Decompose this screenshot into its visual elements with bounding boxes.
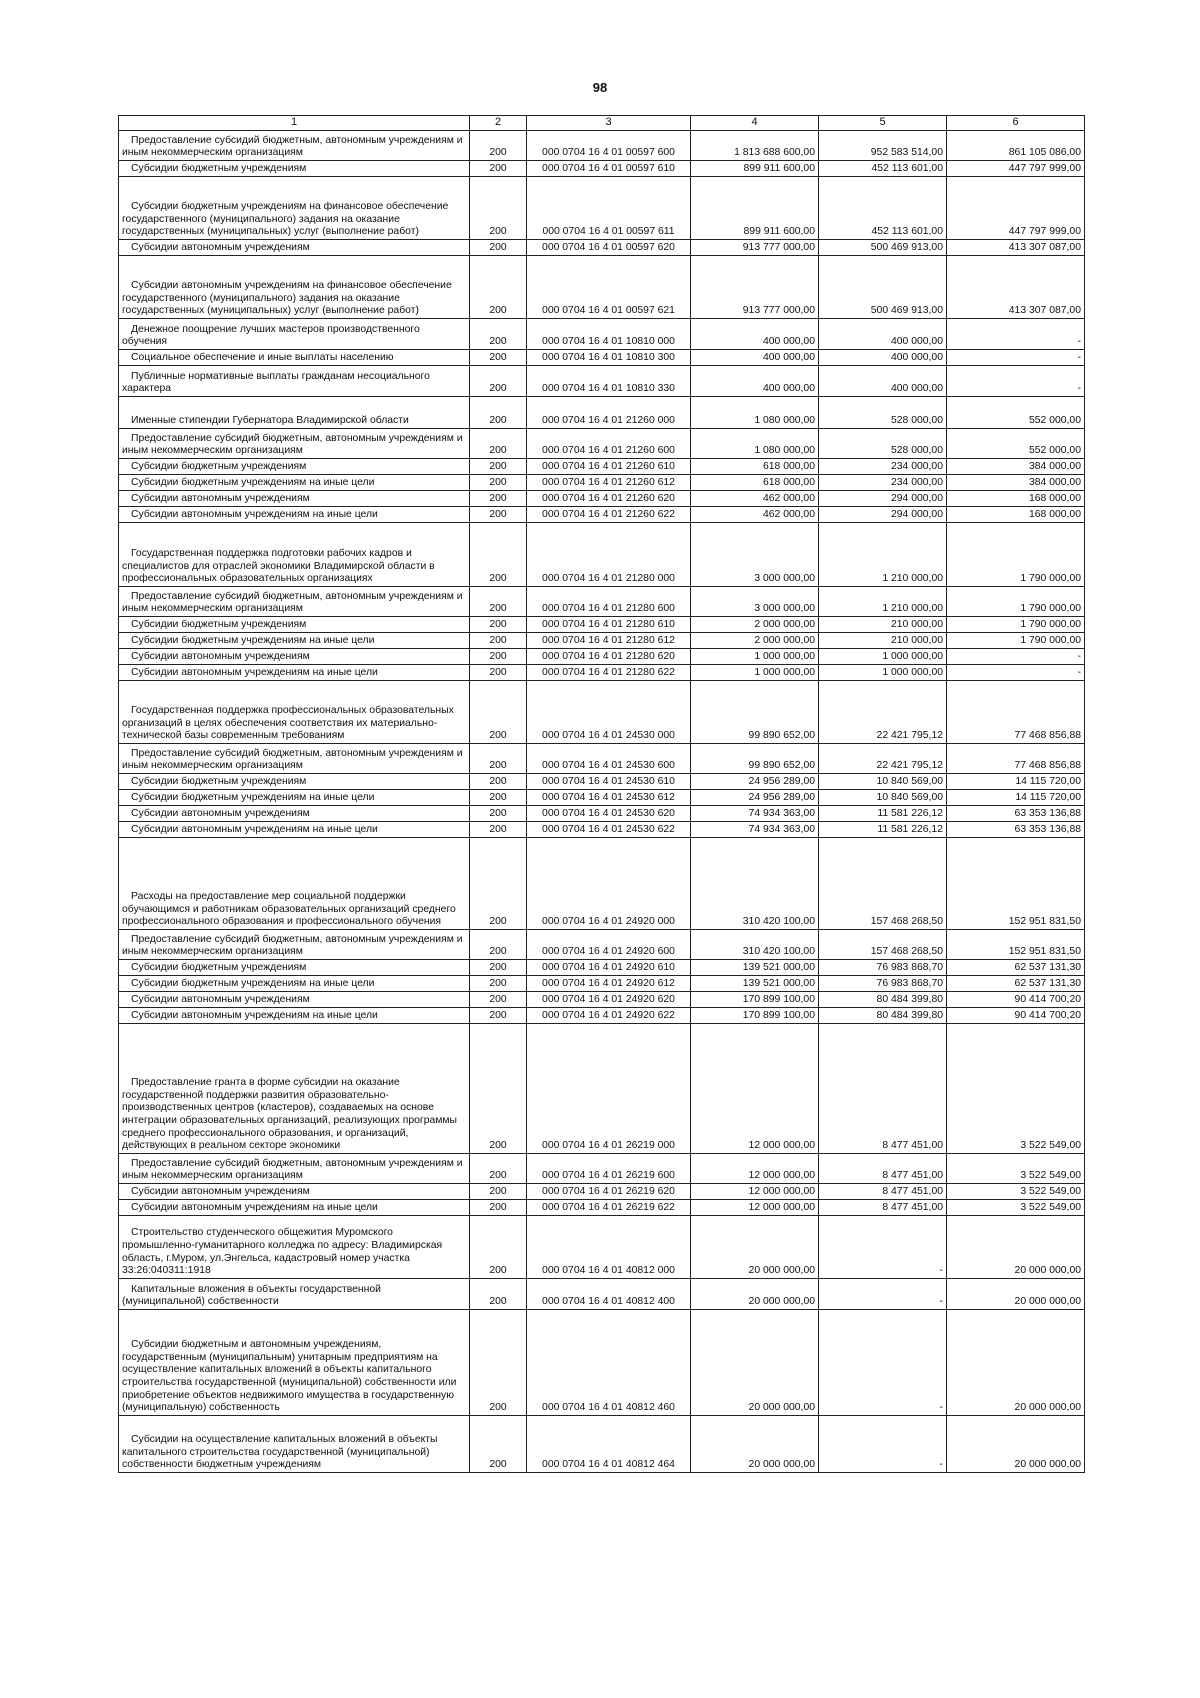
column-header: 3 [527, 116, 691, 131]
row-column5-value: 210 000,00 [819, 633, 947, 649]
row-name-cell: Публичные нормативные выплаты гражданам несоциального характера [119, 366, 470, 397]
row-column5-value: 500 469 913,00 [819, 256, 947, 319]
row-column2-cell: 200 [470, 1310, 527, 1416]
row-column5-value: - [819, 1310, 947, 1416]
column-header: 6 [947, 116, 1085, 131]
row-name-cell: Субсидии автономным учреждениям на иные цели [119, 822, 470, 838]
row-column5-value: 1 000 000,00 [819, 665, 947, 681]
row-code-cell: 000 0704 16 4 01 24530 612 [527, 790, 691, 806]
row-column2-cell: 200 [470, 1184, 527, 1200]
table-row [119, 429, 1085, 459]
row-column4-value: 1 080 000,00 [691, 429, 819, 459]
row-column2-cell: 200 [470, 350, 527, 366]
table-row [119, 960, 1085, 976]
row-name-cell: Субсидии бюджетным учреждениям на финансовое обеспечение государственного (муниципального) задания на оказание государственных (муниципальных) услуг (выполнение работ) [119, 177, 470, 240]
row-column6-value: 447 797 999,00 [947, 161, 1085, 177]
row-name-cell: Предоставление субсидий бюджетным, автономным учреждениям и иным некоммерческим организациям [119, 744, 470, 774]
row-column6-value: 77 468 856,88 [947, 744, 1085, 774]
table-row [119, 649, 1085, 665]
row-column4-value: 20 000 000,00 [691, 1416, 819, 1473]
row-column4-value: 400 000,00 [691, 350, 819, 366]
row-column4-value: 1 000 000,00 [691, 665, 819, 681]
row-column2-cell: 200 [470, 491, 527, 507]
row-column4-value: 2 000 000,00 [691, 633, 819, 649]
row-column5-value: 11 581 226,12 [819, 822, 947, 838]
table-row [119, 507, 1085, 523]
row-column6-value: 447 797 999,00 [947, 177, 1085, 240]
row-column5-value: 22 421 795,12 [819, 744, 947, 774]
row-column5-value: 400 000,00 [819, 350, 947, 366]
row-column6-value: 14 115 720,00 [947, 774, 1085, 790]
row-column5-value: 294 000,00 [819, 491, 947, 507]
table-row [119, 806, 1085, 822]
row-column4-value: 74 934 363,00 [691, 806, 819, 822]
table-row [119, 131, 1085, 161]
table-row [119, 319, 1085, 350]
row-column2-cell: 200 [470, 617, 527, 633]
row-column5-value: 500 469 913,00 [819, 240, 947, 256]
table-row [119, 240, 1085, 256]
table-row [119, 633, 1085, 649]
row-column5-value: 1 210 000,00 [819, 587, 947, 617]
table-row [119, 587, 1085, 617]
row-code-cell: 000 0704 16 4 01 00597 600 [527, 131, 691, 161]
row-name-cell: Субсидии автономным учреждениям на иные цели [119, 1200, 470, 1216]
row-column2-cell: 200 [470, 366, 527, 397]
row-column4-value: 99 890 652,00 [691, 744, 819, 774]
row-column4-value: 170 899 100,00 [691, 992, 819, 1008]
row-column4-value: 618 000,00 [691, 459, 819, 475]
row-column6-value: 90 414 700,20 [947, 992, 1085, 1008]
row-column4-value: 20 000 000,00 [691, 1279, 819, 1310]
row-column5-value: 400 000,00 [819, 366, 947, 397]
row-code-cell: 000 0704 16 4 01 00597 611 [527, 177, 691, 240]
table-row [119, 976, 1085, 992]
table-row [119, 1008, 1085, 1024]
row-column5-value: 76 983 868,70 [819, 960, 947, 976]
row-code-cell: 000 0704 16 4 01 21280 600 [527, 587, 691, 617]
row-column4-value: 913 777 000,00 [691, 256, 819, 319]
row-code-cell: 000 0704 16 4 01 10810 000 [527, 319, 691, 350]
row-code-cell: 000 0704 16 4 01 21280 620 [527, 649, 691, 665]
row-column4-value: 3 000 000,00 [691, 587, 819, 617]
row-name-cell: Субсидии автономным учреждениям на иные цели [119, 1008, 470, 1024]
row-column4-value: 24 956 289,00 [691, 774, 819, 790]
row-column2-cell: 200 [470, 161, 527, 177]
row-column6-value: 3 522 549,00 [947, 1024, 1085, 1154]
row-column6-value: - [947, 319, 1085, 350]
table-row [119, 1279, 1085, 1310]
row-column6-value: 552 000,00 [947, 397, 1085, 429]
row-column6-value: 3 522 549,00 [947, 1200, 1085, 1216]
row-code-cell: 000 0704 16 4 01 24920 600 [527, 930, 691, 960]
row-column2-cell: 200 [470, 1200, 527, 1216]
table-body [119, 131, 1085, 1473]
table-row [119, 1416, 1085, 1473]
row-code-cell: 000 0704 16 4 01 24530 000 [527, 681, 691, 744]
row-column2-cell: 200 [470, 459, 527, 475]
row-column4-value: 12 000 000,00 [691, 1154, 819, 1184]
row-column4-value: 462 000,00 [691, 491, 819, 507]
row-column2-cell: 200 [470, 177, 527, 240]
row-code-cell: 000 0704 16 4 01 00597 621 [527, 256, 691, 319]
table-row [119, 744, 1085, 774]
table-row [119, 1200, 1085, 1216]
row-column5-value: 952 583 514,00 [819, 131, 947, 161]
row-column6-value: 20 000 000,00 [947, 1279, 1085, 1310]
row-column4-value: 618 000,00 [691, 475, 819, 491]
row-column2-cell: 200 [470, 240, 527, 256]
row-column6-value: - [947, 366, 1085, 397]
row-name-cell: Именные стипендии Губернатора Владимирской области [119, 397, 470, 429]
table-row [119, 930, 1085, 960]
row-column5-value: 8 477 451,00 [819, 1154, 947, 1184]
row-column5-value: 80 484 399,80 [819, 992, 947, 1008]
row-column6-value: 62 537 131,30 [947, 976, 1085, 992]
table-row [119, 1024, 1085, 1154]
header-row [119, 116, 1085, 131]
table-row [119, 822, 1085, 838]
row-column2-cell: 200 [470, 131, 527, 161]
row-name-cell: Субсидии автономным учреждениям [119, 649, 470, 665]
row-code-cell: 000 0704 16 4 01 24530 600 [527, 744, 691, 774]
table-row [119, 1310, 1085, 1416]
row-column4-value: 139 521 000,00 [691, 976, 819, 992]
row-column2-cell: 200 [470, 1008, 527, 1024]
row-column5-value: 1 210 000,00 [819, 523, 947, 587]
row-column6-value: 77 468 856,88 [947, 681, 1085, 744]
row-code-cell: 000 0704 16 4 01 24920 622 [527, 1008, 691, 1024]
row-code-cell: 000 0704 16 4 01 10810 300 [527, 350, 691, 366]
row-name-cell: Субсидии бюджетным учреждениям [119, 774, 470, 790]
row-column5-value: 22 421 795,12 [819, 681, 947, 744]
row-name-cell: Расходы на предоставление мер социальной поддержки обучающимся и работникам образовательных организаций среднего профессионального образования и профессионального обучения [119, 838, 470, 930]
row-code-cell: 000 0704 16 4 01 21280 612 [527, 633, 691, 649]
row-column6-value: 90 414 700,20 [947, 1008, 1085, 1024]
row-code-cell: 000 0704 16 4 01 24530 620 [527, 806, 691, 822]
row-column4-value: 462 000,00 [691, 507, 819, 523]
row-column2-cell: 200 [470, 429, 527, 459]
row-column5-value: 157 468 268,50 [819, 930, 947, 960]
row-column5-value: 8 477 451,00 [819, 1024, 947, 1154]
table-row [119, 161, 1085, 177]
row-column4-value: 913 777 000,00 [691, 240, 819, 256]
row-code-cell: 000 0704 16 4 01 21280 610 [527, 617, 691, 633]
row-name-cell: Субсидии бюджетным учреждениям [119, 960, 470, 976]
row-column6-value: 1 790 000,00 [947, 617, 1085, 633]
row-name-cell: Субсидии автономным учреждениям на иные цели [119, 507, 470, 523]
row-name-cell: Предоставление гранта в форме субсидии на оказание государственной поддержки развития образовательно-производственных центров (кластеров), создаваемых на основе интеграции образовательных организаций, реализующих программы среднего профессионального образования, и организаций, действующих в реальном секторе экономики [119, 1024, 470, 1154]
row-column4-value: 2 000 000,00 [691, 617, 819, 633]
table-row [119, 350, 1085, 366]
table-row [119, 491, 1085, 507]
row-column5-value: 528 000,00 [819, 429, 947, 459]
row-column6-value: - [947, 649, 1085, 665]
row-column5-value: 1 000 000,00 [819, 649, 947, 665]
row-column5-value: 400 000,00 [819, 319, 947, 350]
row-column2-cell: 200 [470, 930, 527, 960]
row-column4-value: 170 899 100,00 [691, 1008, 819, 1024]
row-name-cell: Субсидии автономным учреждениям [119, 240, 470, 256]
row-column5-value: 294 000,00 [819, 507, 947, 523]
row-column2-cell: 200 [470, 397, 527, 429]
row-column4-value: 899 911 600,00 [691, 161, 819, 177]
row-name-cell: Предоставление субсидий бюджетным, автономным учреждениям и иным некоммерческим организациям [119, 429, 470, 459]
budget-table [118, 115, 1085, 1473]
row-column5-value: 452 113 601,00 [819, 177, 947, 240]
row-column2-cell: 200 [470, 681, 527, 744]
row-code-cell: 000 0704 16 4 01 00597 620 [527, 240, 691, 256]
table-row [119, 366, 1085, 397]
row-code-cell: 000 0704 16 4 01 21280 622 [527, 665, 691, 681]
row-code-cell: 000 0704 16 4 01 21260 612 [527, 475, 691, 491]
row-name-cell: Субсидии автономным учреждениям [119, 992, 470, 1008]
row-column6-value: - [947, 350, 1085, 366]
row-column4-value: 12 000 000,00 [691, 1184, 819, 1200]
row-column4-value: 12 000 000,00 [691, 1024, 819, 1154]
row-column4-value: 12 000 000,00 [691, 1200, 819, 1216]
row-name-cell: Капитальные вложения в объекты государственной (муниципальной) собственности [119, 1279, 470, 1310]
row-column5-value: 8 477 451,00 [819, 1200, 947, 1216]
row-column4-value: 3 000 000,00 [691, 523, 819, 587]
row-column6-value: 384 000,00 [947, 459, 1085, 475]
row-column6-value: 1 790 000,00 [947, 523, 1085, 587]
row-column5-value: 234 000,00 [819, 459, 947, 475]
row-code-cell: 000 0704 16 4 01 40812 464 [527, 1416, 691, 1473]
table-row [119, 838, 1085, 930]
table-row [119, 177, 1085, 240]
row-column2-cell: 200 [470, 1024, 527, 1154]
row-name-cell: Предоставление субсидий бюджетным, автономным учреждениям и иным некоммерческим организациям [119, 131, 470, 161]
row-column2-cell: 200 [470, 744, 527, 774]
row-column6-value: 62 537 131,30 [947, 960, 1085, 976]
table-row [119, 992, 1085, 1008]
row-column4-value: 400 000,00 [691, 366, 819, 397]
row-code-cell: 000 0704 16 4 01 10810 330 [527, 366, 691, 397]
table-row [119, 1154, 1085, 1184]
table-row [119, 790, 1085, 806]
row-code-cell: 000 0704 16 4 01 24920 620 [527, 992, 691, 1008]
row-code-cell: 000 0704 16 4 01 21280 000 [527, 523, 691, 587]
table-row [119, 523, 1085, 587]
table-row [119, 1184, 1085, 1200]
row-column6-value: 63 353 136,88 [947, 806, 1085, 822]
row-name-cell: Субсидии автономным учреждениям на иные цели [119, 665, 470, 681]
row-column5-value: 10 840 569,00 [819, 790, 947, 806]
row-column2-cell: 200 [470, 976, 527, 992]
row-name-cell: Субсидии бюджетным учреждениям [119, 161, 470, 177]
row-column4-value: 20 000 000,00 [691, 1310, 819, 1416]
row-code-cell: 000 0704 16 4 01 40812 000 [527, 1216, 691, 1279]
row-name-cell: Предоставление субсидий бюджетным, автономным учреждениям и иным некоммерческим организациям [119, 1154, 470, 1184]
row-column5-value: 80 484 399,80 [819, 1008, 947, 1024]
row-column4-value: 899 911 600,00 [691, 177, 819, 240]
row-name-cell: Субсидии бюджетным и автономным учреждениям, государственным (муниципальным) унитарным предприятиям на осуществление капитальных вложений в объекты капитального строительства государственной (муниципальной) собственности или приобретение объектов недвижимого имущества в государственную (муниципальную) собственность [119, 1310, 470, 1416]
row-name-cell: Субсидии автономным учреждениям на финансовое обеспечение государственного (муниципального) задания на оказание государственных (муниципальных) услуг (выполнение работ) [119, 256, 470, 319]
row-column4-value: 74 934 363,00 [691, 822, 819, 838]
row-column6-value: - [947, 665, 1085, 681]
row-column4-value: 24 956 289,00 [691, 790, 819, 806]
row-code-cell: 000 0704 16 4 01 21260 620 [527, 491, 691, 507]
row-column5-value: 11 581 226,12 [819, 806, 947, 822]
row-column6-value: 20 000 000,00 [947, 1310, 1085, 1416]
row-column4-value: 1 000 000,00 [691, 649, 819, 665]
row-code-cell: 000 0704 16 4 01 40812 400 [527, 1279, 691, 1310]
row-column4-value: 99 890 652,00 [691, 681, 819, 744]
row-column2-cell: 200 [470, 822, 527, 838]
row-column6-value: 152 951 831,50 [947, 838, 1085, 930]
row-column2-cell: 200 [470, 649, 527, 665]
page-number: 98 [592, 80, 608, 95]
row-column2-cell: 200 [470, 665, 527, 681]
table-row [119, 459, 1085, 475]
row-column5-value: - [819, 1216, 947, 1279]
row-column5-value: 528 000,00 [819, 397, 947, 429]
row-code-cell: 000 0704 16 4 01 21260 622 [527, 507, 691, 523]
row-name-cell: Субсидии бюджетным учреждениям на иные цели [119, 976, 470, 992]
row-column6-value: 3 522 549,00 [947, 1184, 1085, 1200]
column-header: 2 [470, 116, 527, 131]
table-row [119, 665, 1085, 681]
row-column5-value: - [819, 1279, 947, 1310]
row-column4-value: 400 000,00 [691, 319, 819, 350]
row-column6-value: 63 353 136,88 [947, 822, 1085, 838]
row-column4-value: 20 000 000,00 [691, 1216, 819, 1279]
row-name-cell: Субсидии бюджетным учреждениям [119, 459, 470, 475]
row-column4-value: 1 813 688 600,00 [691, 131, 819, 161]
row-column4-value: 310 420 100,00 [691, 838, 819, 930]
row-name-cell: Субсидии на осуществление капитальных вложений в объекты капитального строительства государственной (муниципальной) собственности бюджетным учреждениям [119, 1416, 470, 1473]
row-column2-cell: 200 [470, 633, 527, 649]
row-name-cell: Государственная поддержка профессиональных образовательных организаций в целях обеспечения соответствия их материально-технической базы современным требованиям [119, 681, 470, 744]
row-column5-value: 76 983 868,70 [819, 976, 947, 992]
row-name-cell: Государственная поддержка подготовки рабочих кадров и специалистов для отраслей экономики Владимирской области в профессиональных образовательных организациях [119, 523, 470, 587]
row-code-cell: 000 0704 16 4 01 21260 000 [527, 397, 691, 429]
row-column6-value: 152 951 831,50 [947, 930, 1085, 960]
row-column6-value: 384 000,00 [947, 475, 1085, 491]
table-row [119, 1216, 1085, 1279]
column-header: 4 [691, 116, 819, 131]
row-column5-value: 210 000,00 [819, 617, 947, 633]
row-code-cell: 000 0704 16 4 01 24920 610 [527, 960, 691, 976]
row-column6-value: 20 000 000,00 [947, 1216, 1085, 1279]
row-column2-cell: 200 [470, 960, 527, 976]
row-code-cell: 000 0704 16 4 01 24530 610 [527, 774, 691, 790]
row-column2-cell: 200 [470, 992, 527, 1008]
row-column5-value: 157 468 268,50 [819, 838, 947, 930]
row-name-cell: Денежное поощрение лучших мастеров производственного обучения [119, 319, 470, 350]
row-column6-value: 3 522 549,00 [947, 1154, 1085, 1184]
row-code-cell: 000 0704 16 4 01 40812 460 [527, 1310, 691, 1416]
row-code-cell: 000 0704 16 4 01 26219 600 [527, 1154, 691, 1184]
row-code-cell: 000 0704 16 4 01 26219 620 [527, 1184, 691, 1200]
row-column2-cell: 200 [470, 838, 527, 930]
row-code-cell: 000 0704 16 4 01 21260 610 [527, 459, 691, 475]
row-code-cell: 000 0704 16 4 01 26219 000 [527, 1024, 691, 1154]
row-column5-value: - [819, 1416, 947, 1473]
row-column5-value: 10 840 569,00 [819, 774, 947, 790]
row-code-cell: 000 0704 16 4 01 00597 610 [527, 161, 691, 177]
row-code-cell: 000 0704 16 4 01 24920 612 [527, 976, 691, 992]
table-row [119, 681, 1085, 744]
row-column6-value: 20 000 000,00 [947, 1416, 1085, 1473]
row-name-cell: Субсидии бюджетным учреждениям на иные цели [119, 475, 470, 491]
row-column6-value: 168 000,00 [947, 507, 1085, 523]
column-header: 1 [119, 116, 470, 131]
row-code-cell: 000 0704 16 4 01 24530 622 [527, 822, 691, 838]
row-name-cell: Субсидии бюджетным учреждениям на иные цели [119, 790, 470, 806]
row-column4-value: 1 080 000,00 [691, 397, 819, 429]
row-column5-value: 8 477 451,00 [819, 1184, 947, 1200]
row-column2-cell: 200 [470, 774, 527, 790]
row-column5-value: 234 000,00 [819, 475, 947, 491]
row-column6-value: 413 307 087,00 [947, 256, 1085, 319]
row-column6-value: 861 105 086,00 [947, 131, 1085, 161]
row-column5-value: 452 113 601,00 [819, 161, 947, 177]
row-column2-cell: 200 [470, 1279, 527, 1310]
row-column2-cell: 200 [470, 507, 527, 523]
row-column2-cell: 200 [470, 1154, 527, 1184]
row-column2-cell: 200 [470, 523, 527, 587]
row-name-cell: Предоставление субсидий бюджетным, автономным учреждениям и иным некоммерческим организациям [119, 930, 470, 960]
row-column2-cell: 200 [470, 1416, 527, 1473]
row-code-cell: 000 0704 16 4 01 24920 000 [527, 838, 691, 930]
row-column4-value: 310 420 100,00 [691, 930, 819, 960]
row-column2-cell: 200 [470, 790, 527, 806]
row-code-cell: 000 0704 16 4 01 21260 600 [527, 429, 691, 459]
row-column6-value: 168 000,00 [947, 491, 1085, 507]
table-row [119, 256, 1085, 319]
row-column2-cell: 200 [470, 256, 527, 319]
row-name-cell: Субсидии бюджетным учреждениям [119, 617, 470, 633]
row-name-cell: Строительство студенческого общежития Муромского промышленно-гуманитарного колледжа по адресу: Владимирская область, г.Муром, ул.Энгельса, кадастровый номер участка 33:26:040311:1918 [119, 1216, 470, 1279]
table-row [119, 475, 1085, 491]
column-header: 5 [819, 116, 947, 131]
table-row [119, 774, 1085, 790]
row-name-cell: Субсидии автономным учреждениям [119, 1184, 470, 1200]
row-column2-cell: 200 [470, 587, 527, 617]
row-column6-value: 552 000,00 [947, 429, 1085, 459]
row-column6-value: 1 790 000,00 [947, 587, 1085, 617]
row-name-cell: Субсидии автономным учреждениям [119, 491, 470, 507]
row-name-cell: Субсидии бюджетным учреждениям на иные цели [119, 633, 470, 649]
row-column6-value: 1 790 000,00 [947, 633, 1085, 649]
table-row [119, 617, 1085, 633]
row-column2-cell: 200 [470, 806, 527, 822]
row-name-cell: Субсидии автономным учреждениям [119, 806, 470, 822]
row-column2-cell: 200 [470, 1216, 527, 1279]
row-column2-cell: 200 [470, 475, 527, 491]
row-code-cell: 000 0704 16 4 01 26219 622 [527, 1200, 691, 1216]
row-column6-value: 413 307 087,00 [947, 240, 1085, 256]
row-column6-value: 14 115 720,00 [947, 790, 1085, 806]
row-name-cell: Социальное обеспечение и иные выплаты населению [119, 350, 470, 366]
row-column2-cell: 200 [470, 319, 527, 350]
row-name-cell: Предоставление субсидий бюджетным, автономным учреждениям и иным некоммерческим организациям [119, 587, 470, 617]
row-column4-value: 139 521 000,00 [691, 960, 819, 976]
table-row [119, 397, 1085, 429]
